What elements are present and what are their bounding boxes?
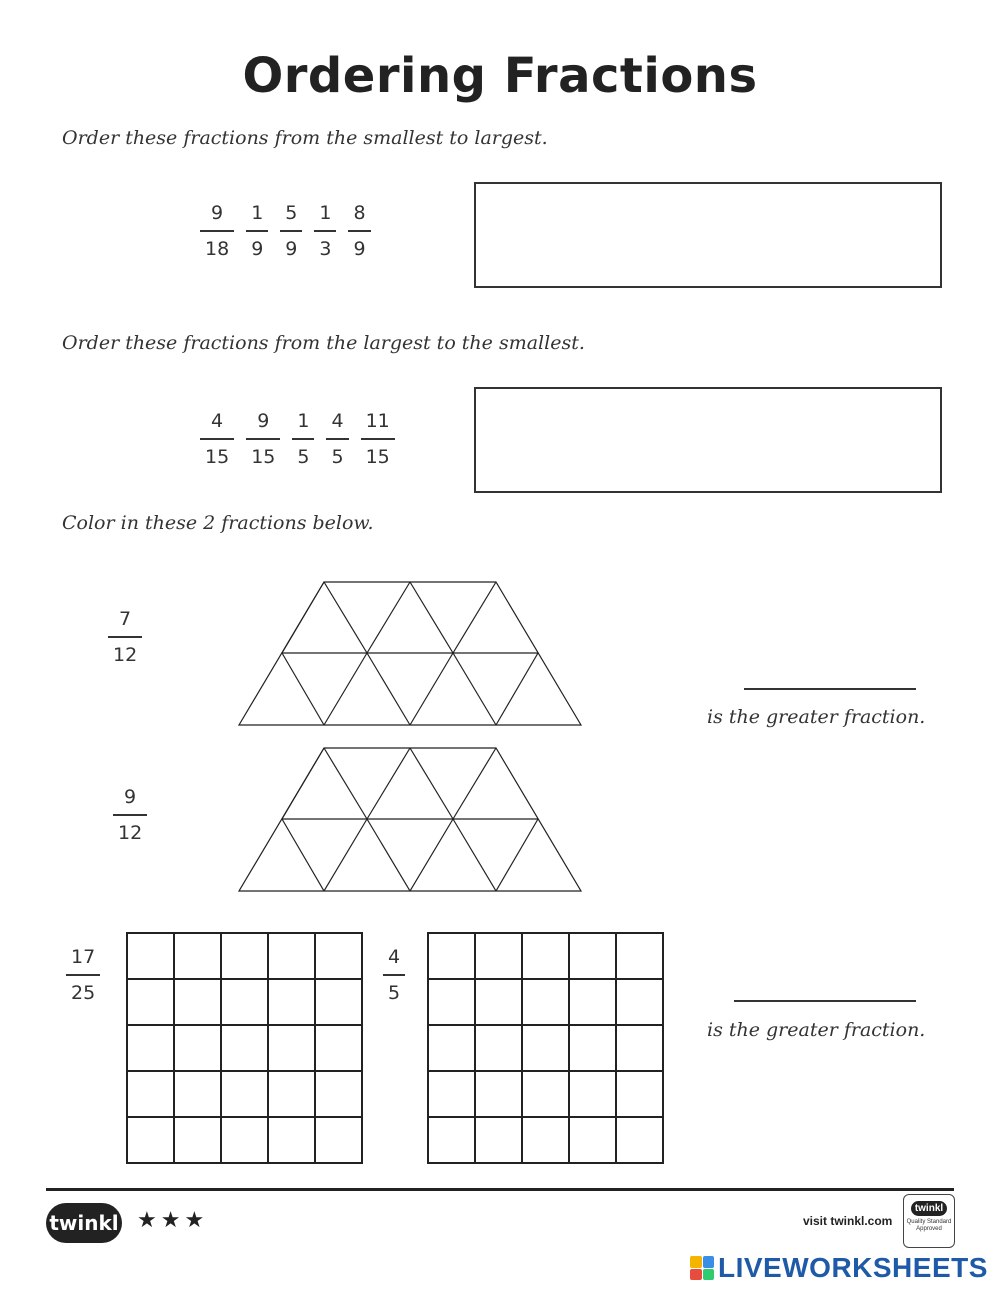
grid-cell[interactable] <box>569 1071 616 1117</box>
grid-cell[interactable] <box>315 933 362 979</box>
answer-box-1[interactable] <box>474 182 942 288</box>
grid-cell[interactable] <box>475 1025 522 1071</box>
grid-cell[interactable] <box>315 1071 362 1117</box>
liveworksheets-text: LIVEWORKSHEETS <box>718 1252 988 1283</box>
grid-cell[interactable] <box>569 1117 616 1163</box>
grid-cell[interactable] <box>616 1117 663 1163</box>
grid-cell[interactable] <box>616 1025 663 1071</box>
grid-cell[interactable] <box>315 979 362 1025</box>
grid-cell[interactable] <box>475 1071 522 1117</box>
fraction-list-2 <box>200 410 395 468</box>
grid-cell[interactable] <box>221 1025 268 1071</box>
fraction: $\frac{1}{9}$ <box>246 202 268 260</box>
grid-cell[interactable] <box>475 1117 522 1163</box>
fraction-9-12: 9 12 <box>113 786 147 844</box>
grid-cell[interactable] <box>127 933 174 979</box>
visit-link[interactable]: visit twinkl.com <box>803 1214 893 1228</box>
instruction-smallest-to-largest: Order these fractions from the smallest to largest. <box>62 127 548 149</box>
grid-cell[interactable] <box>221 1071 268 1117</box>
grid-cell[interactable] <box>174 1071 221 1117</box>
grid-cell[interactable] <box>475 979 522 1025</box>
answer-blank-2[interactable] <box>734 1000 916 1002</box>
page-title: Ordering Fractions <box>242 48 758 104</box>
fraction-17-25: 17 25 <box>66 946 100 1004</box>
badge-text: Quality Standard Approved <box>906 1219 952 1232</box>
twinkl-logo[interactable]: twinkl <box>46 1203 122 1243</box>
liveworksheets-brand[interactable] <box>690 1252 988 1284</box>
grid-cell[interactable] <box>475 933 522 979</box>
grid-cell[interactable] <box>174 979 221 1025</box>
grid-cell[interactable] <box>522 1117 569 1163</box>
fraction: $\frac{4}{5}$ <box>326 410 348 468</box>
fraction: $\frac{9}{15}$ <box>246 410 280 468</box>
fraction-4-5: 4 5 <box>383 946 405 1004</box>
fraction: $\frac{11}{15}$ <box>361 410 395 468</box>
grid-cell[interactable] <box>221 933 268 979</box>
fraction: $\frac{5}{9}$ <box>280 202 302 260</box>
grid-cell[interactable] <box>616 1071 663 1117</box>
instruction-largest-to-smallest: Order these fractions from the largest to the smallest. <box>62 332 585 354</box>
grid-cell[interactable] <box>569 933 616 979</box>
greater-fraction-label-1: is the greater fraction. <box>707 706 926 728</box>
triangle-trapezoid-2 <box>236 746 584 894</box>
grid-cell[interactable] <box>569 1025 616 1071</box>
quality-badge <box>903 1194 955 1248</box>
grid-cell[interactable] <box>428 1071 475 1117</box>
grid-cell[interactable] <box>315 1117 362 1163</box>
liveworksheets-icon <box>690 1256 714 1280</box>
grid-25-squares-b <box>427 932 664 1164</box>
grid-cell[interactable] <box>221 979 268 1025</box>
grid-cell[interactable] <box>428 1025 475 1071</box>
triangle-trapezoid-1 <box>236 580 584 728</box>
grid-cell[interactable] <box>127 1025 174 1071</box>
grid-cell[interactable] <box>616 933 663 979</box>
grid-cell[interactable] <box>174 1025 221 1071</box>
grid-cell[interactable] <box>428 979 475 1025</box>
answer-box-2[interactable] <box>474 387 942 493</box>
grid-cell[interactable] <box>174 933 221 979</box>
fraction: $\frac{1}{3}$ <box>314 202 336 260</box>
fraction-list-1 <box>200 202 371 260</box>
grid-cell[interactable] <box>268 933 315 979</box>
grid-cell[interactable] <box>522 1071 569 1117</box>
greater-fraction-label-2: is the greater fraction. <box>707 1019 926 1041</box>
fraction-7-12: 7 12 <box>108 608 142 666</box>
grid-cell[interactable] <box>428 933 475 979</box>
answer-blank-1[interactable] <box>744 688 916 690</box>
fraction: $\frac{1}{5}$ <box>292 410 314 468</box>
grid-cell[interactable] <box>616 979 663 1025</box>
grid-cell[interactable] <box>268 1117 315 1163</box>
grid-cell[interactable] <box>268 979 315 1025</box>
grid-cell[interactable] <box>522 1025 569 1071</box>
grid-cell[interactable] <box>127 1071 174 1117</box>
instruction-color-fractions: Color in these 2 fractions below. <box>62 512 374 534</box>
footer-divider <box>46 1188 954 1191</box>
fraction: $\frac{9}{18}$ <box>200 202 234 260</box>
fraction: $\frac{4}{15}$ <box>200 410 234 468</box>
grid-cell[interactable] <box>127 1117 174 1163</box>
grid-cell[interactable] <box>315 1025 362 1071</box>
badge-logo: twinkl <box>911 1201 947 1216</box>
grid-cell[interactable] <box>428 1117 475 1163</box>
grid-cell[interactable] <box>127 979 174 1025</box>
grid-cell[interactable] <box>522 979 569 1025</box>
grid-cell[interactable] <box>221 1117 268 1163</box>
grid-cell[interactable] <box>268 1071 315 1117</box>
grid-cell[interactable] <box>268 1025 315 1071</box>
fraction: $\frac{8}{9}$ <box>348 202 370 260</box>
grid-cell[interactable] <box>174 1117 221 1163</box>
grid-cell[interactable] <box>522 933 569 979</box>
rating-stars: ★★★ <box>137 1208 209 1233</box>
grid-25-squares <box>126 932 363 1164</box>
grid-cell[interactable] <box>569 979 616 1025</box>
